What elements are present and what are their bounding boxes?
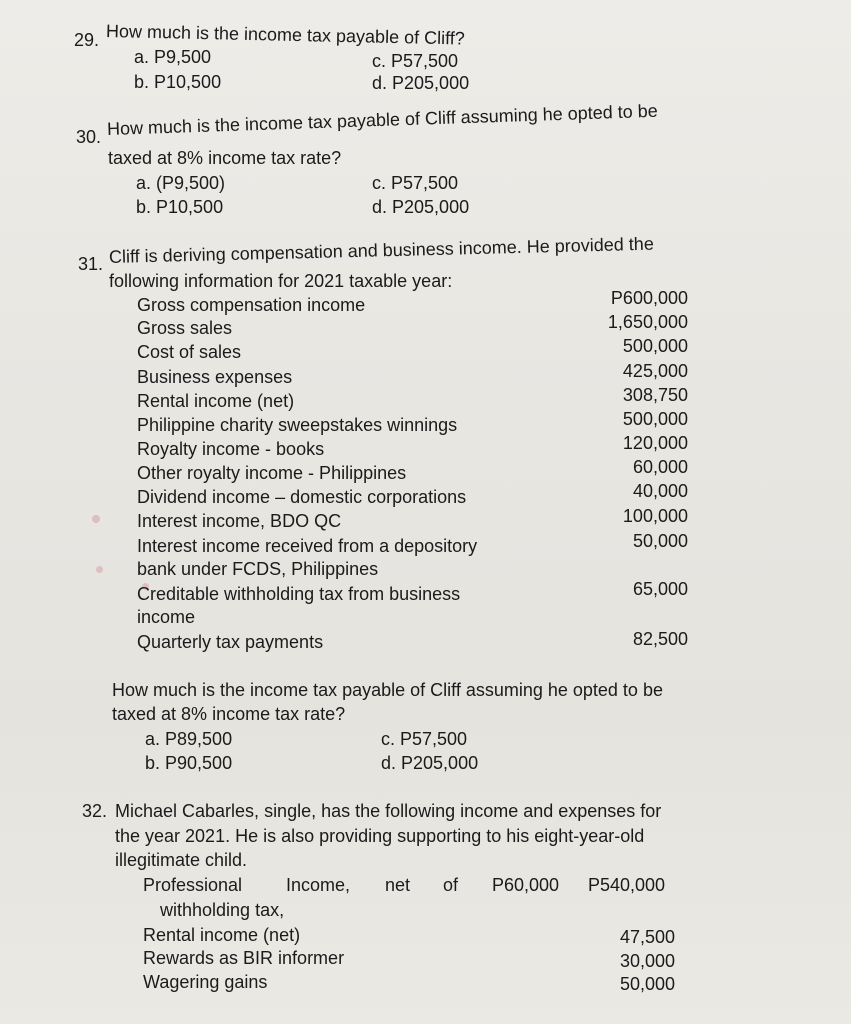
cwt-label-cont: income (137, 607, 196, 627)
intro-line1: Michael Cabarles, single, has the following income and expenses for (115, 801, 662, 821)
choice-c: c. P57,500 (381, 729, 468, 749)
question-text-line2: taxed at 8% income tax rate? (108, 148, 342, 168)
item-label: Other royalty income - Philippines (137, 463, 407, 483)
item-label: Dividend income – domestic corporations (137, 487, 467, 507)
qtp-amount: 82,500 (632, 629, 688, 649)
item-amount: 100,000 (622, 506, 688, 526)
choice-d: d. P205,000 (381, 753, 479, 773)
choice-b: b. P10,500 (134, 72, 222, 92)
question-number: 29. (74, 30, 100, 50)
item-label: Interest income received from a depository (137, 536, 478, 556)
question-number: 31. (78, 254, 104, 274)
prof-line2: withholding tax, (160, 900, 285, 920)
question-text: How much is the income tax payable of Cliff? (105, 21, 465, 49)
prof-word: Income, (286, 875, 351, 895)
prof-word: net (385, 875, 411, 895)
choice-c: c. P57,500 (372, 51, 459, 71)
question-text-line1: How much is the income tax payable of Cliff assuming he opted to be (112, 680, 663, 700)
item-label: Wagering gains (143, 972, 268, 992)
choice-a: a. P89,500 (145, 729, 233, 749)
item-amount: 40,000 (632, 481, 688, 501)
qtp-label: Quarterly tax payments (137, 632, 324, 652)
red-smudge (96, 566, 103, 573)
item-label: Royalty income - books (137, 439, 325, 459)
choice-b: b. P10,500 (136, 197, 224, 217)
intro-line1: Cliff is deriving compensation and business income. He provided the (108, 233, 655, 267)
item-amount: 120,000 (622, 433, 688, 453)
item-label: Gross compensation income (137, 295, 366, 315)
choice-d: d. P205,000 (372, 73, 470, 93)
intro-line2: following information for 2021 taxable year: (109, 271, 453, 291)
choice-c: c. P57,500 (372, 173, 459, 193)
item-amount: 50,000 (632, 531, 688, 551)
item-amount: 30,000 (619, 951, 675, 971)
red-smudge (92, 515, 100, 523)
prof-word: P60,000 (492, 875, 560, 895)
item-amount: 47,500 (619, 927, 675, 947)
question-text-line2: taxed at 8% income tax rate? (112, 704, 346, 724)
cwt-amount: 65,000 (632, 579, 688, 599)
item-label: Cost of sales (137, 342, 242, 362)
item-amount: 500,000 (622, 336, 688, 356)
item-label: Business expenses (137, 367, 293, 387)
item-label: Gross sales (137, 318, 233, 338)
item-amount: 425,000 (622, 361, 688, 381)
cwt-label: Creditable withholding tax from business (137, 584, 461, 604)
item-label: Philippine charity sweepstakes winnings (137, 415, 458, 435)
item-label: Rental income (net) (143, 925, 301, 945)
intro-line3: illegitimate child. (115, 850, 248, 870)
item-label: Rental income (net) (137, 391, 295, 411)
item-amount: 500,000 (622, 409, 688, 429)
choice-b: b. P90,500 (145, 753, 233, 773)
item-label: Interest income, BDO QC (137, 511, 342, 531)
question-text-line1: How much is the income tax payable of Cliff assuming he opted to be (106, 100, 658, 139)
prof-word: of (443, 875, 459, 895)
choice-a: a. (P9,500) (136, 173, 226, 193)
item-label: Rewards as BIR informer (143, 948, 345, 968)
question-number: 32. (82, 801, 108, 821)
item-amount: 60,000 (632, 457, 688, 477)
choice-d: d. P205,000 (372, 197, 470, 217)
item-amount: 308,750 (622, 385, 688, 405)
intro-line2: the year 2021. He is also providing supporting to his eight-year-old (115, 826, 645, 846)
item-amount: 1,650,000 (607, 312, 688, 332)
prof-amount: P540,000 (588, 875, 666, 895)
item-label-cont: bank under FCDS, Philippines (137, 559, 379, 579)
item-amount: P600,000 (610, 288, 688, 308)
item-amount: 50,000 (619, 974, 675, 994)
choice-a: a. P9,500 (134, 47, 212, 67)
prof-word: Professional (143, 875, 243, 895)
question-number: 30. (76, 127, 102, 147)
